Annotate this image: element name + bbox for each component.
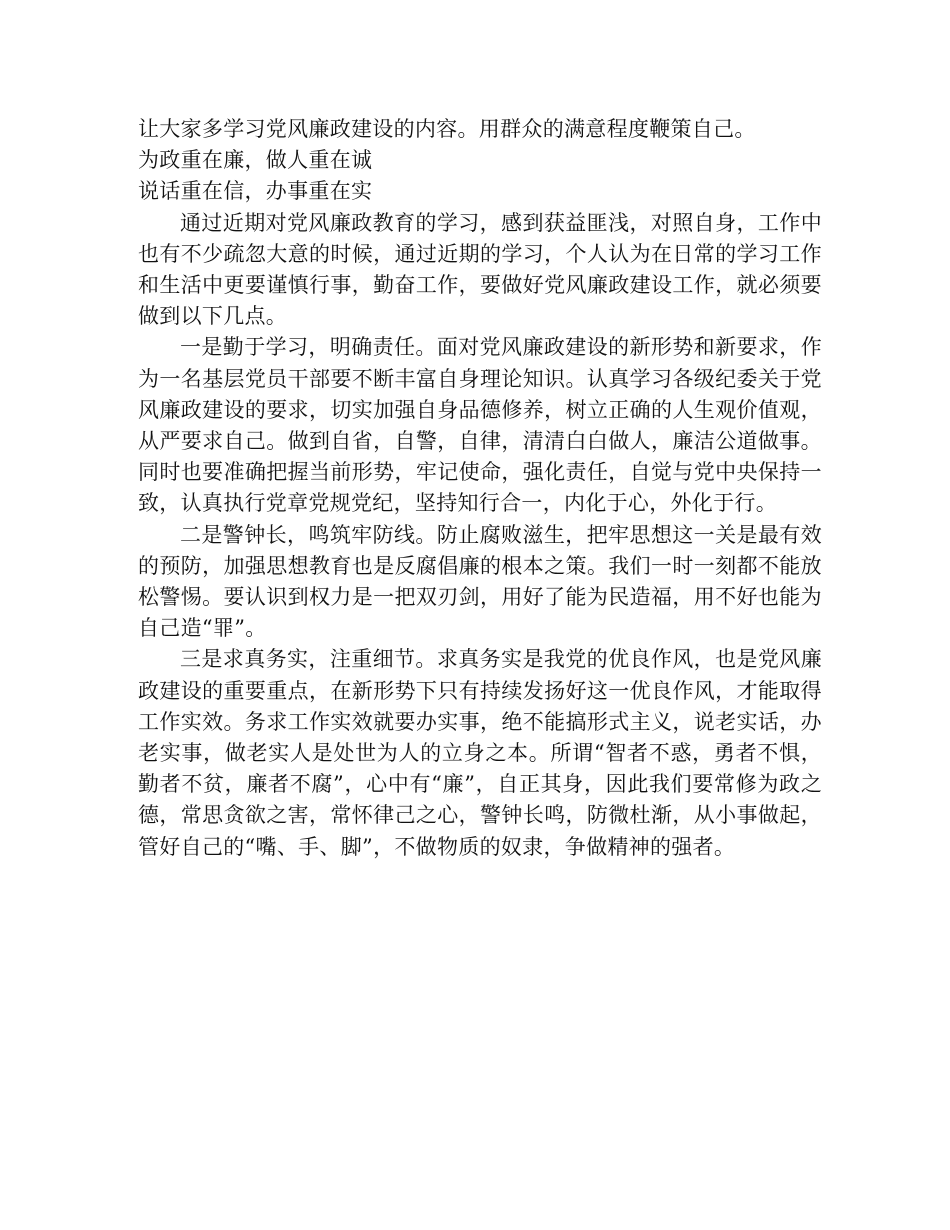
paragraph-2: 为政重在廉，做人重在诚 — [138, 148, 373, 173]
document-body — [138, 114, 822, 863]
paragraph-5: 一是勤于学习，明确责任。面对党风廉政建设的新形势和新要求，作为一名基层党员干部要不断丰富自身理论知识。认真学习各级纪委关于党风廉政建设的要求，切实加强自身品德修养，树立正确的人生观价值观，从严要求自己。做到自省，自警，自律，清清白白做人，廉洁公道做事。同时也要准确把握当前形势，牢记使命，强化责任，自觉与党中央保持一致，认真执行党章党规党纪，坚持知行合一，内化于心，外化于行。 — [138, 335, 822, 516]
paragraph-1: 让大家多学习党风廉政建设的内容。用群众的满意程度鞭策自己。 — [138, 117, 756, 141]
paragraph-4: 通过近期对党风廉政教育的学习，感到获益匪浅，对照自身，工作中也有不少疏忽大意的时候，通过近期的学习，个人认为在日常的学习工作和生活中更要谨慎行事，勤奋工作，要做好党风廉政建设工作，就必须要做到以下几点。 — [138, 210, 822, 329]
paragraph-3: 说话重在信，办事重在实 — [138, 179, 373, 204]
paragraph-6: 二是警钟长，鸣筑牢防线。防止腐败滋生，把牢思想这一关是最有效的预防，加强思想教育也是反腐倡廉的根本之策。我们一时一刻都不能放松警惕。要认识到权力是一把双刃剑，用好了能为民造福，用不好也能为自己造“罪”。 — [138, 522, 822, 641]
paragraph-7: 三是求真务实，注重细节。求真务实是我党的优良作风，也是党风廉政建设的重要重点，在新形势下只有持续发扬好这一优良作风，才能取得工作实效。务求工作实效就要办实事，绝不能搞形式主义，说老实话，办老实事，做老实人是处世为人的立身之本。所谓“智者不惑，勇者不惧，勤者不贫，廉者不腐”，心中有“廉”，自正其身，因此我们要常修为政之德，常思贪欲之害，常怀律己之心，警钟长鸣，防微杜渐，从小事做起，管好自己的“嘴、手、脚”，不做物质的奴隶，争做精神的强者。 — [138, 647, 822, 859]
